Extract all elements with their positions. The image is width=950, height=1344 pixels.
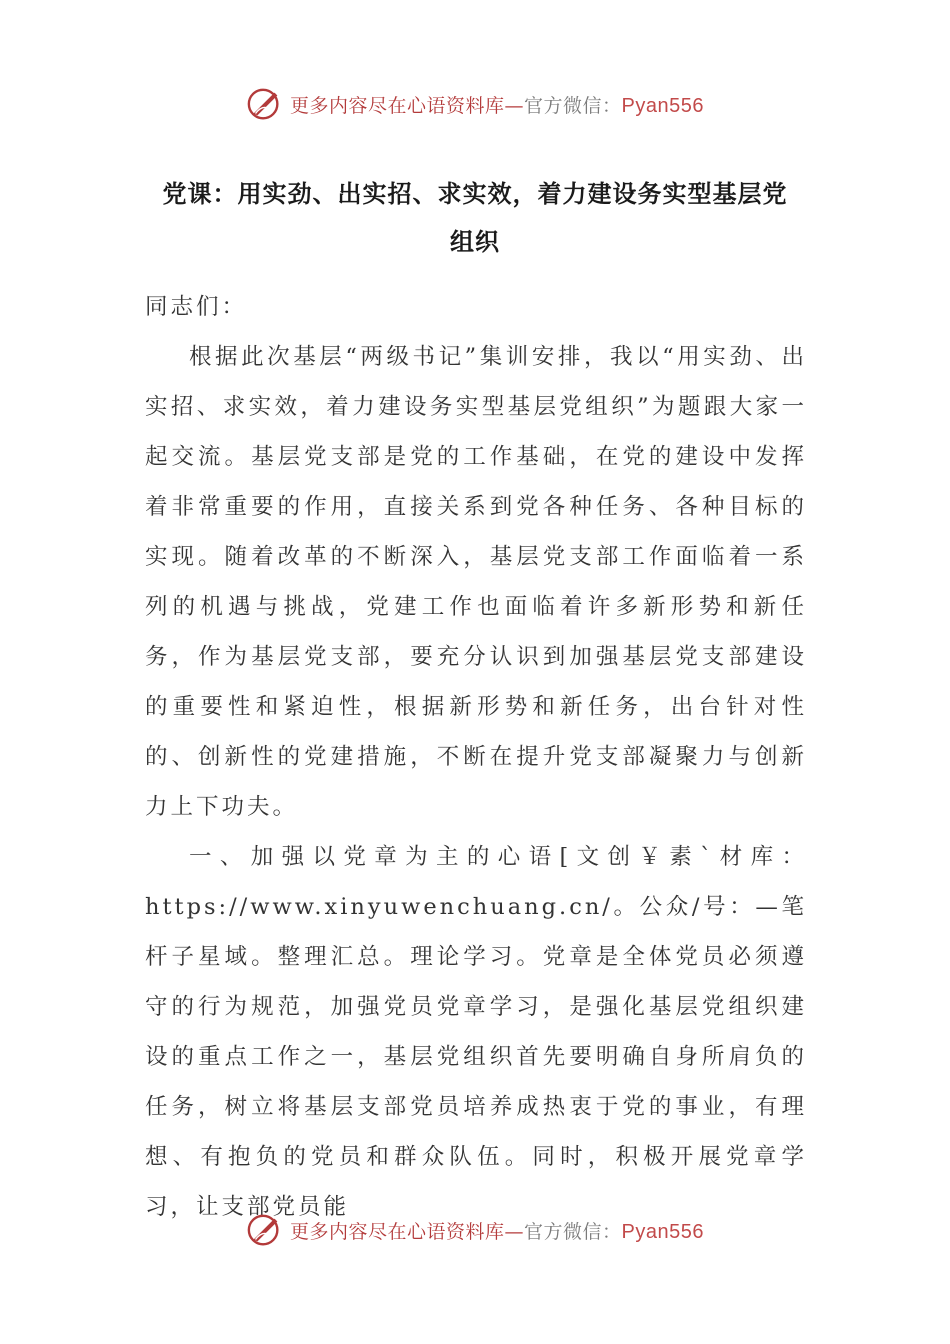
header-banner-text <box>290 91 704 118</box>
footer-banner-separator: — <box>504 1220 525 1243</box>
salutation: 同志们： <box>145 294 248 320</box>
paragraph-intro: 根据此次基层“两级书记”集训安排，我以“用实劲、出实招、求实效，着力建设务实型基层党组织”为题跟大家一起交流。基层党支部是党的工作基础，在党的建设中发挥着非常重要的作用，直接关系到党各种任务、各种目标的实现。随着改革的不断深入，基层党支部工作面临着一系列的机遇与挑战，党建工作也面临着许多新形势和新任务，作为基层党支部，要充分认识到加强基层党支部建设的重要性和紧迫性，根据新形势和新任务，出台针对性的、创新性的党建措施，不断在提升党支部凝聚力与创新力上下功夫。 <box>145 344 807 820</box>
header-banner-wechat-label: 官方微信： <box>524 94 622 117</box>
footer-banner-wechat-label: 官方微信： <box>524 1220 622 1243</box>
header-banner-separator: — <box>504 94 525 117</box>
header-banner-wechat-id: Pyan556 <box>621 94 704 117</box>
footer-banner-text <box>290 1217 704 1244</box>
footer-banner <box>0 1210 950 1250</box>
document-body <box>145 282 807 1232</box>
title-line-1: 党课：用实劲、出实招、求实效，着力建设务实型基层党 <box>162 180 788 208</box>
title-line-2: 组织 <box>450 228 500 256</box>
footer-banner-main: 更多内容尽在心语资料库 <box>290 1220 505 1243</box>
paragraph-section-1: 一、加强以党章为主的心语[文创￥素`材库：https://www.xinyuwenchuang.cn/。公众/号：—笔杆子星域。整理汇总。理论学习。党章是全体党员必须遵守的行为规范，加强党员党章学习，是强化基层党组织建设的重点工作之一，基层党组织首先要明确自身所肩负的任务，树立将基层支部党员培养成热衷于党的事业，有理想、有抱负的党员和群众队伍。同时，积极开展党章学习，让支部党员能 <box>145 844 807 1220</box>
footer-banner-wechat-id: Pyan556 <box>621 1220 704 1243</box>
header-banner <box>0 84 950 124</box>
quill-logo-icon <box>246 1211 284 1249</box>
header-banner-main: 更多内容尽在心语资料库 <box>290 94 505 117</box>
quill-logo-icon <box>246 85 284 123</box>
document-title <box>140 170 810 266</box>
